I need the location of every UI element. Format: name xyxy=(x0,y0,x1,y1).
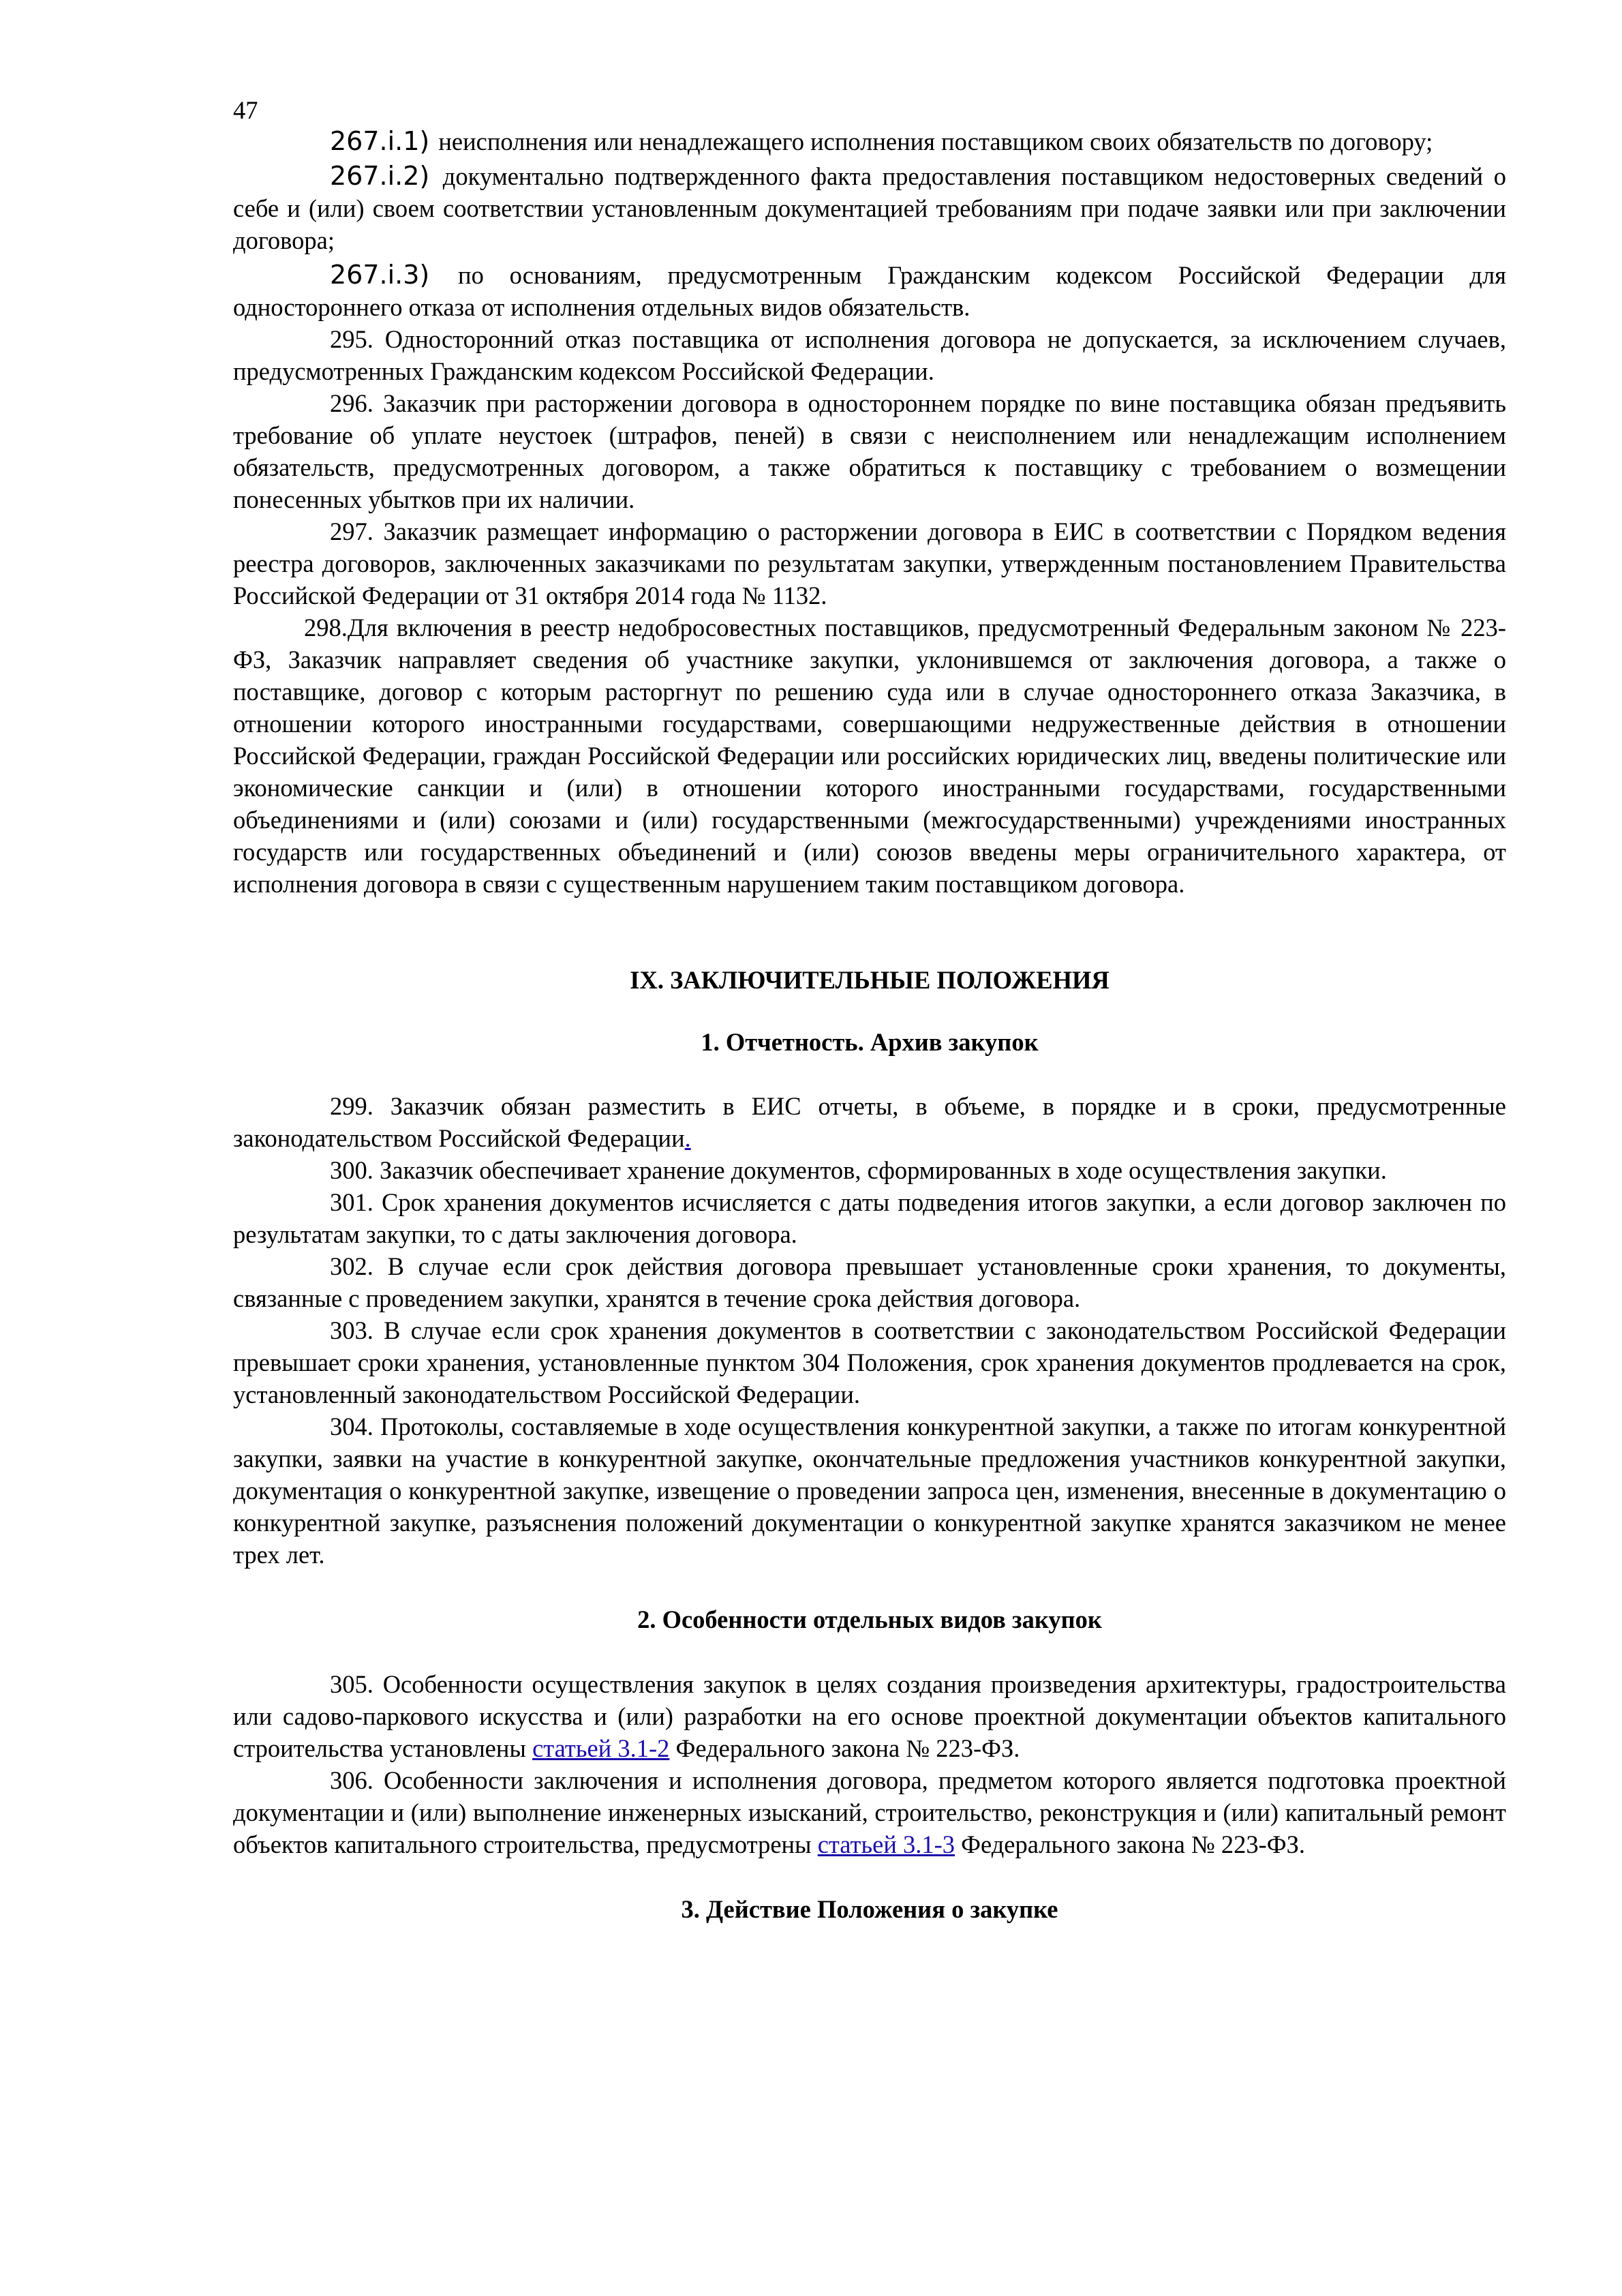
paragraph-306 xyxy=(233,1764,1506,1860)
paragraph-305-text: 305. Особенности осуществления закупок в целях создания произведения архитектуры, градостроительства или садово-паркового искусства и (или) разработки на его основе проектной документации объектов капитального строительства установлены xyxy=(233,1670,1506,1762)
paragraph-295: 295. Односторонний отказ поставщика от исполнения договора не допускается, за исключением случаев, предусмотренных Гражданским кодексом Российской Федерации. xyxy=(233,325,1506,385)
page-number: 47 xyxy=(233,96,258,124)
paragraph-297: 297. Заказчик размещает информацию о расторжении договора в ЕИС в соответствии с Порядком ведения реестра договоров, заключенных заказчиками по результатам закупки, утвержденным постановлением Правительства Российской Федерации от 31 октября 2014 года № 1132. xyxy=(233,517,1506,609)
subitem-267-i-1 xyxy=(233,125,1506,157)
subitem-267-i-3 xyxy=(233,256,1506,323)
subitem-267-i-2 xyxy=(233,157,1506,256)
paragraph-304: 304. Протоколы, составляемые в ходе осуществления конкурентной закупки, а также по итогам конкурентной закупки, заявки на участие в конкурентной закупке, окончательные предложения участников конкурентной закупки, документация о конкурентной закупке, извещение о проведении запроса цен, изменения, внесенные в документацию о конкурентной закупке, разъяснения положений документации о конкурентной закупке хранятся заказчиком не менее трех лет. xyxy=(233,1413,1506,1569)
paragraph-296: 296. Заказчик при расторжении договора в одностороннем порядке по вине поставщика обязан предъявить требование об уплате неустоек (штрафов, пеней) в связи с неисполнением или ненадлежащим исполнением обязательств, предусмотренных договором, а также обратиться к поставщику с требованием о возмещении понесенных убытков при их наличии. xyxy=(233,389,1506,513)
paragraph-299 xyxy=(233,1090,1506,1154)
paragraph-301: 301. Срок хранения документов исчисляется с даты подведения итогов закупки, а если договор заключен по результатам закупки, то с даты заключения договора. xyxy=(233,1188,1506,1248)
subitem-number: 267.i.2) xyxy=(330,161,430,191)
paragraph-300: 300. Заказчик обеспечивает хранение документов, сформированных в ходе осуществления закупки. xyxy=(330,1156,1387,1184)
article-3-1-2-link[interactable]: статьей 3.1-2 xyxy=(532,1734,670,1762)
paragraph-306-text-end: Федерального закона № 223-ФЗ. xyxy=(955,1830,1306,1858)
paragraph-305 xyxy=(233,1668,1506,1764)
subitem-text: документально подтвержденного факта предоставления поставщиком недостоверных сведений о себе и (или) своем соответствии установленным документацией требованиям при подаче заявки или при заключении договора; xyxy=(233,162,1506,254)
paragraph-298: 298.Для включения в реестр недобросовестных поставщиков, предусмотренный Федеральным законом № 223-ФЗ, Заказчик направляет сведения об участнике закупки, уклонившемся от заключения договора, а также о поставщике, договор с которым расторгнут по решению суда или в случае одностороннего отказа Заказчика, в отношении которого иностранными государствами, совершающими недружественные действия в отношении Российской Федерации, граждан Российской Федерации или российских юридических лиц, введены политические или экономические санкции и (или) в отношении которого иностранными государствами, государственными объединениями и (или) союзами и (или) государственными (межгосударственными) учреждениями иностранных государств или государственных объединений и (или) союзов введены меры ограничительного характера, от исполнения договора в связи с существенным нарушением таким поставщиком договора. xyxy=(233,614,1506,898)
paragraph-306-text: 306. Особенности заключения и исполнения договора, предметом которого является подготовка проектной документации и (или) выполнение инженерных изысканий, строительство, реконструкция и (или) капитальный ремонт объектов капитального строительства, предусмотрены xyxy=(233,1766,1506,1858)
document-page xyxy=(233,95,1506,1925)
subitem-number: 267.i.3) xyxy=(330,260,430,290)
subitem-text: неисполнения или ненадлежащего исполнения поставщиком своих обязательств по договору; xyxy=(438,127,1433,155)
article-3-1-3-link[interactable]: статьей 3.1-3 xyxy=(817,1830,955,1858)
paragraph-303: 303. В случае если срок хранения документов в соответствии с законодательством Российской Федерации превышает сроки хранения, установленные пунктом 304 Положения, срок хранения документов продлевается на срок, установленный законодательством Российской Федерации. xyxy=(233,1316,1506,1408)
section-3-title: 3. Действие Положения о закупке xyxy=(681,1895,1058,1923)
paragraph-302: 302. В случае если срок действия договора превышает установленные сроки хранения, то документы, связанные с проведением закупки, хранятся в течение срока действия договора. xyxy=(233,1252,1506,1312)
subitem-text: по основаниям, предусмотренным Гражданским кодексом Российской Федерации для одностороннего отказа от исполнения отдельных видов обязательств. xyxy=(233,261,1506,321)
paragraph-299-period: . xyxy=(684,1124,691,1152)
paragraph-299-text: 299. Заказчик обязан разместить в ЕИС отчеты, в объеме, в порядке и в сроки, предусмотренные законодательством Российской Федерации xyxy=(233,1092,1506,1152)
paragraph-305-text-end: Федерального закона № 223-ФЗ. xyxy=(669,1734,1020,1762)
subitem-number: 267.i.1) xyxy=(330,126,430,156)
section-ix-title: IX. ЗАКЛЮЧИТЕЛЬНЫЕ ПОЛОЖЕНИЯ xyxy=(630,966,1110,994)
section-1-title: 1. Отчетность. Архив закупок xyxy=(701,1028,1039,1056)
section-2-title: 2. Особенности отдельных видов закупок xyxy=(637,1605,1102,1633)
